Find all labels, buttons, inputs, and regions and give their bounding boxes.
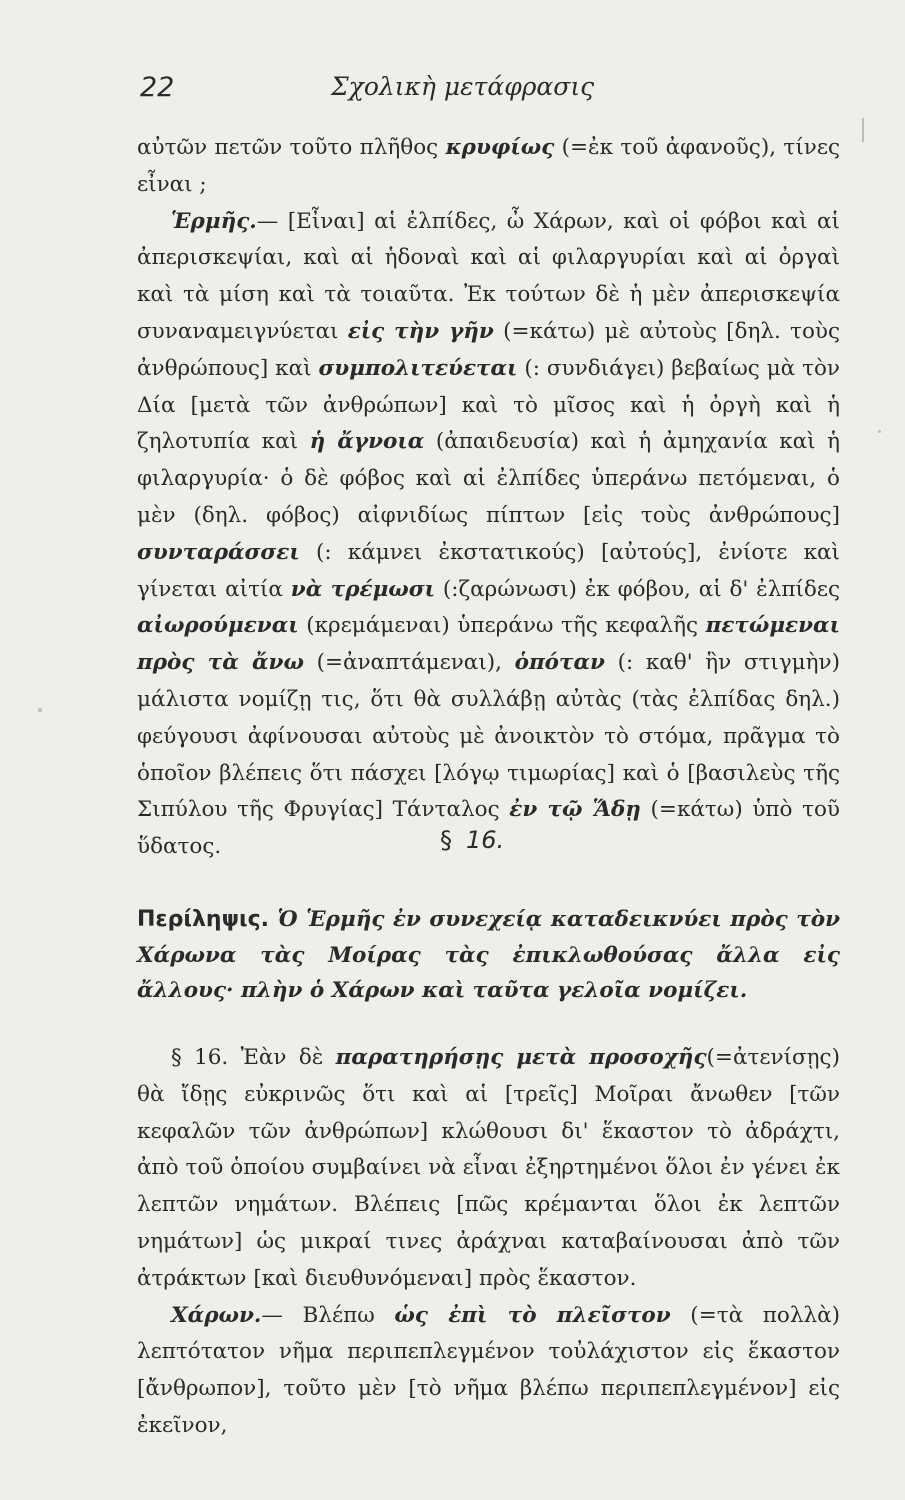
running-title: Σχολικὴ μετάφρασις <box>331 72 595 101</box>
page-header <box>138 72 838 112</box>
translation-block-1 <box>137 130 840 866</box>
summary-block <box>137 902 840 1009</box>
section-sign: § <box>440 826 452 854</box>
margin-tick-top <box>862 118 864 142</box>
summary-lead: Περίληψις. <box>137 907 269 932</box>
paragraph-hermes: Ἑρμῆς.— [Εἶναι] αἱ ἐλπίδες, ὦ Χάρων, καὶ οἱ φόβοι καὶ αἱ ἀπερισκεψίαι, καὶ αἱ ἡδοναὶ καὶ αἱ φιλαργυρίαι καὶ αἱ ὀργαὶ καὶ τὰ μίση καὶ τὰ τοιαῦτα. Ἐκ τούτων δὲ ἡ μὲν ἀπερισκεψία συναναμειγνύεται εἰς τὴν γῆν (=κάτω) μὲ αὐτοὺς [δηλ. τοὺς ἀνθρώπους] καὶ συμπολιτεύεται (: συνδιάγει) βεβαίως μὰ τὸν Δία [μετὰ τῶν ἀνθρώπων] καὶ τὸ μῖσος καὶ ἡ ὀργὴ καὶ ἡ ζηλοτυπία καὶ ἡ ἄγνοια (ἀπαιδευσία) καὶ ἡ ἀμηχανία καὶ ἡ φιλαργυρία· ὁ δὲ φόβος καὶ αἱ ἐλπίδες ὑπεράνω πετόμεναι, ὁ μὲν (δηλ. φόβος) αἰφνιδίως πίπτων [εἰς τοὺς ἀνθρώπους] συνταράσσει (: κάμνει ἐκστατικούς) [αὐτούς], ἐνίοτε καὶ γίνεται αἰτία νὰ τρέμωσι (:ζαρώνωσι) ἐκ φόβου, αἱ δ' ἐλπίδες αἰωρούμεναι (κρεμάμεναι) ὑπεράνω τῆς κεφαλῆς πετώμεναι πρὸς τὰ ἄνω (=ἀναπτάμεναι), ὁπόταν (: καθ' ἣν στιγμὴν) μάλιστα νομίζῃ τις, ὅτι θὰ συλλάβῃ αὐτὰς (τὰς ἐλπίδας δηλ.) φεύγουσι ἀφίνουσαι αὐτοὺς μὲ ἀνοικτὸν τὸ στόμα, πρᾶγμα τὸ ὁποῖον βλέπεις ὅτι πάσχει [λόγῳ τιμωρίας] καὶ ὁ [βασιλεὺς τῆς Σιπύλου τῆς Φρυγίας] Τάνταλος ἐν τῷ Ἅδῃ (=κάτω) ὑπὸ τοῦ ὕδατος. <box>137 208 841 860</box>
margin-dot-right <box>878 430 881 433</box>
page-number: 22 <box>140 72 175 103</box>
paragraph-section-16: § 16. Ἐὰν δὲ παρατηρήσῃς μετὰ προσοχῆς(=ἀτενίσῃς) θὰ ἴδῃς εὐκρινῶς ὅτι καὶ αἱ [τρεῖς] Μοῖραι ἄνωθεν [τῶν κεφαλῶν τῶν ἀνθρώπων] κλώθουσι δι' ἕκαστον τὸ ἀδράχτι, ἀπὸ τοῦ ὁποίου συμβαίνει νὰ εἶναι ἐξηρτημένοι ὅλοι ἐν γένει ἐκ λεπτῶν νημάτων. Βλέπεις [πῶς κρέμανται ὅλοι ἐκ λεπτῶν νημάτων] ὡς μικραί τινες ἀράχναι καταβαίνουσαι ἀπὸ τῶν ἀτράκτων [καὶ διευθυνόμεναι] πρὸς ἕκαστον. <box>137 1045 840 1291</box>
margin-dot-left <box>38 708 42 712</box>
translation-block-2 <box>137 1040 840 1445</box>
section-number: 16. <box>466 826 505 854</box>
paragraph-charon: Χάρων.— Βλέπω ὡς ἐπὶ τὸ πλεῖστον (=τὰ πολλὰ) λεπτότατον νῆμα περιπεπλεγμένον τοὐλάχιστον εἰς ἕκαστον [ἄνθρωπον], τοῦτο μὲν [τὸ νῆμα βλέπω περιπεπλεγμένον] εἰς ἐκεῖνον, <box>137 1302 840 1438</box>
summary-text: Ὁ Ἑρμῆς ἐν συνεχείᾳ καταδεικνύει πρὸς τὸν Χάρωνα τὰς Μοίρας τὰς ἐπικλωθούσας ἄλλα εἰς ἄλλους· πλὴν ὁ Χάρων καὶ ταῦτα γελοῖα νομίζει. <box>137 907 840 1003</box>
summary-paragraph <box>137 902 840 1009</box>
paragraph-continuation: αὐτῶν πετῶν τοῦτο πλῆθος κρυφίως (=ἐκ τοῦ ἀφανοῦς), τίνες εἶναι ; <box>137 135 840 197</box>
section-heading <box>440 826 504 854</box>
speaker-label: Ἑρμῆς. <box>171 208 257 234</box>
speaker-label: Χάρων. <box>171 1302 262 1328</box>
